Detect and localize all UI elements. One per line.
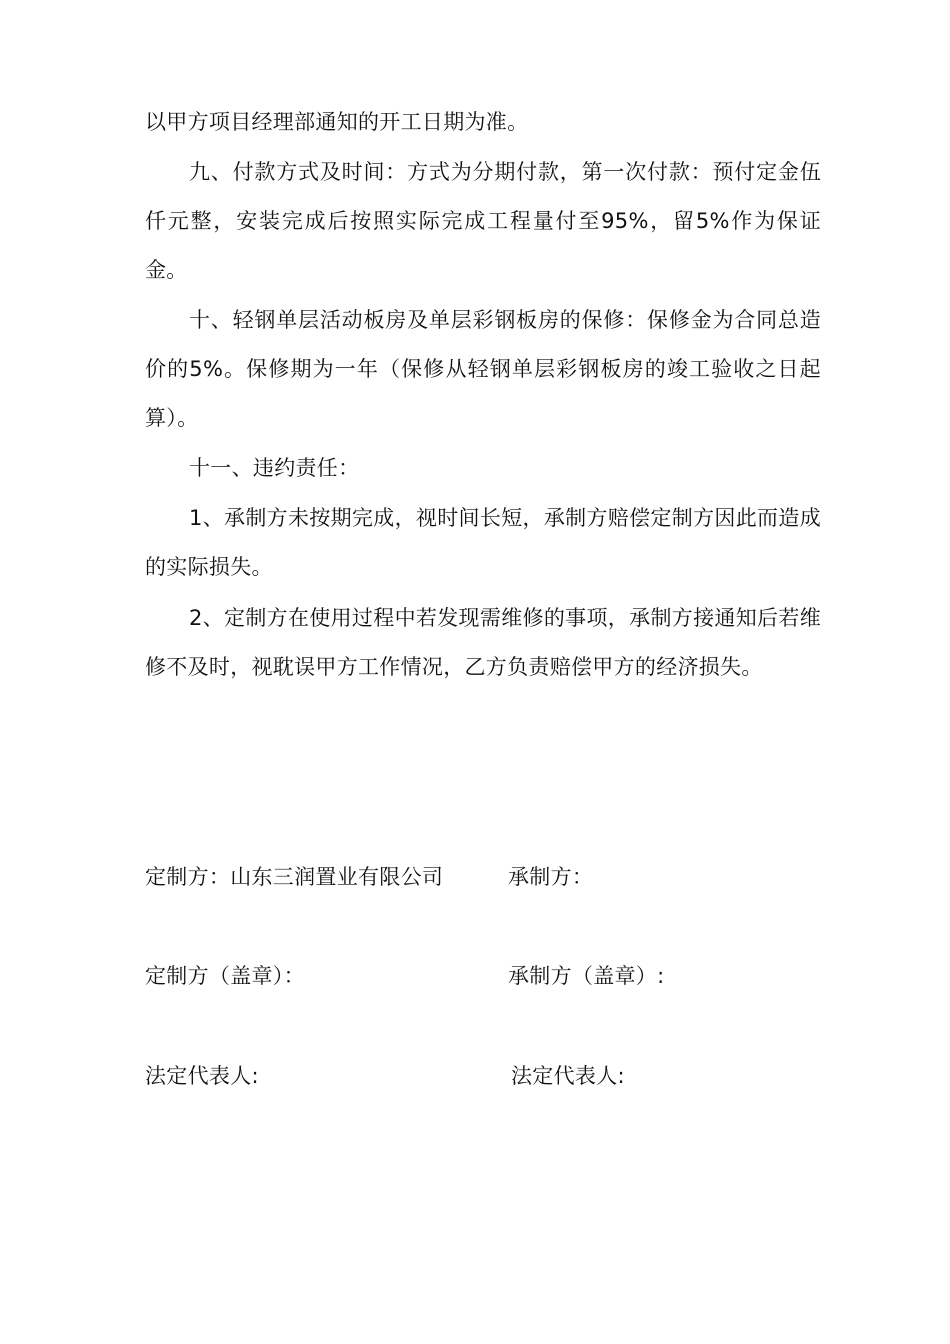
- signature-party-b: 承制方：: [508, 865, 594, 889]
- signature-party-b-seal: 承制方（盖章）:: [508, 964, 665, 988]
- paragraph-start-date: 以甲方项目经理部通知的开工日期为准。: [145, 110, 529, 134]
- signature-party-a: 定制方：山东三润置业有限公司: [145, 865, 444, 889]
- signature-party-a-representative: 法定代表人:: [145, 1064, 259, 1088]
- signature-party-a-seal: 定制方（盖章）：: [145, 964, 305, 988]
- paragraph-breach-heading: 十一、违约责任：: [189, 456, 360, 480]
- signature-party-b-representative: 法定代表人:: [511, 1064, 625, 1088]
- paragraph-payment-terms: 九、付款方式及时间：方式为分期付款，第一次付款：预付定金伍仟元整，安装完成后按照实际完成工程量付至95%，留5%作为保证金。: [145, 160, 821, 282]
- paragraph-breach-item-1: 1、承制方未按期完成，视时间长短，承制方赔偿定制方因此而造成的实际损失。: [145, 506, 821, 579]
- paragraph-warranty: 十、轻钢单层活动板房及单层彩钢板房的保修：保修金为合同总造价的5%。保修期为一年（保修从轻钢单层彩钢板房的竣工验收之日起算）。: [145, 308, 821, 430]
- paragraph-breach-item-2: 2、定制方在使用过程中若发现需维修的事项，承制方接通知后若维修不及时，视耽误甲方工作情况，乙方负责赔偿甲方的经济损失。: [145, 606, 821, 679]
